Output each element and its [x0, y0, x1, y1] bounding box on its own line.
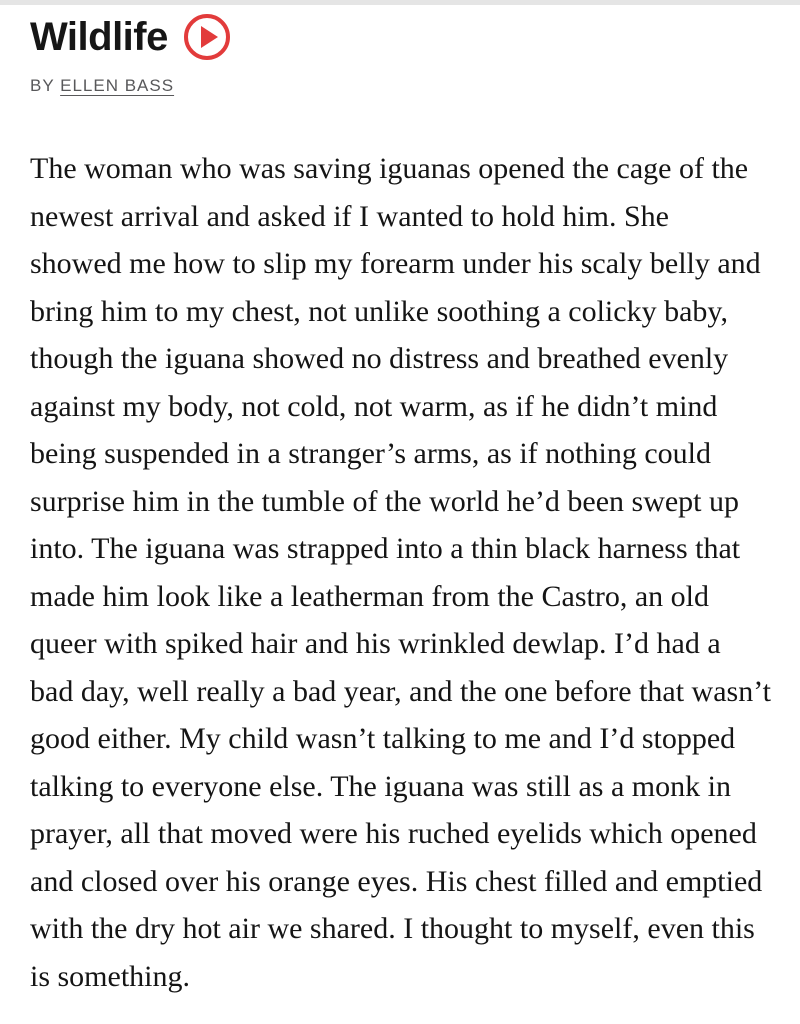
title-row [30, 13, 770, 61]
poem-line: being suspended in a stranger’s arms, as if nothing could [30, 437, 711, 470]
poem-line: showed me how to slip my forearm under his scaly belly and [30, 247, 761, 280]
poem-line: into. The iguana was strapped into a thin black harness that [30, 532, 741, 565]
poem-line: with the dry hot air we shared. I thought to myself, even this [30, 912, 755, 945]
author-link[interactable]: ELLEN BASS [60, 76, 175, 95]
poem-page [0, 5, 800, 1000]
poem-line: is something. [30, 959, 191, 993]
poem-line: good either. My child wasn’t talking to me and I’d stopped [30, 722, 736, 755]
poem-body [30, 145, 770, 1000]
poem-line: and closed over his orange eyes. His chest filled and emptied [30, 864, 763, 898]
poem-line: newest arrival and asked if I wanted to hold him. She [30, 199, 669, 233]
play-icon [201, 26, 218, 48]
poem-line: bring him to my chest, not unlike soothing a colicky baby, [30, 294, 728, 328]
byline-prefix: BY [30, 76, 55, 95]
byline [30, 75, 770, 97]
poem-line: talking to everyone else. The iguana was still as a monk in [30, 769, 731, 803]
audio-play-button[interactable] [184, 14, 230, 60]
poem-line: prayer, all that moved were his ruched eyelids which opened [30, 817, 757, 850]
poem-line: bad day, well really a bad year, and the one before that wasn’t [30, 674, 771, 708]
poem-line: made him look like a leatherman from the Castro, an old [30, 579, 709, 613]
poem-line: queer with spiked hair and his wrinkled dewlap. I’d had a [30, 627, 721, 660]
poem-line: surprise him in the tumble of the world he’d been swept up [30, 484, 740, 518]
header [30, 5, 770, 97]
poem-line: though the iguana showed no distress and breathed evenly [30, 342, 729, 375]
page-title: Wildlife [30, 15, 168, 59]
poem-line: against my body, not cold, not warm, as if he didn’t mind [30, 389, 718, 423]
poem-line: The woman who was saving iguanas opened the cage of the [30, 152, 749, 185]
